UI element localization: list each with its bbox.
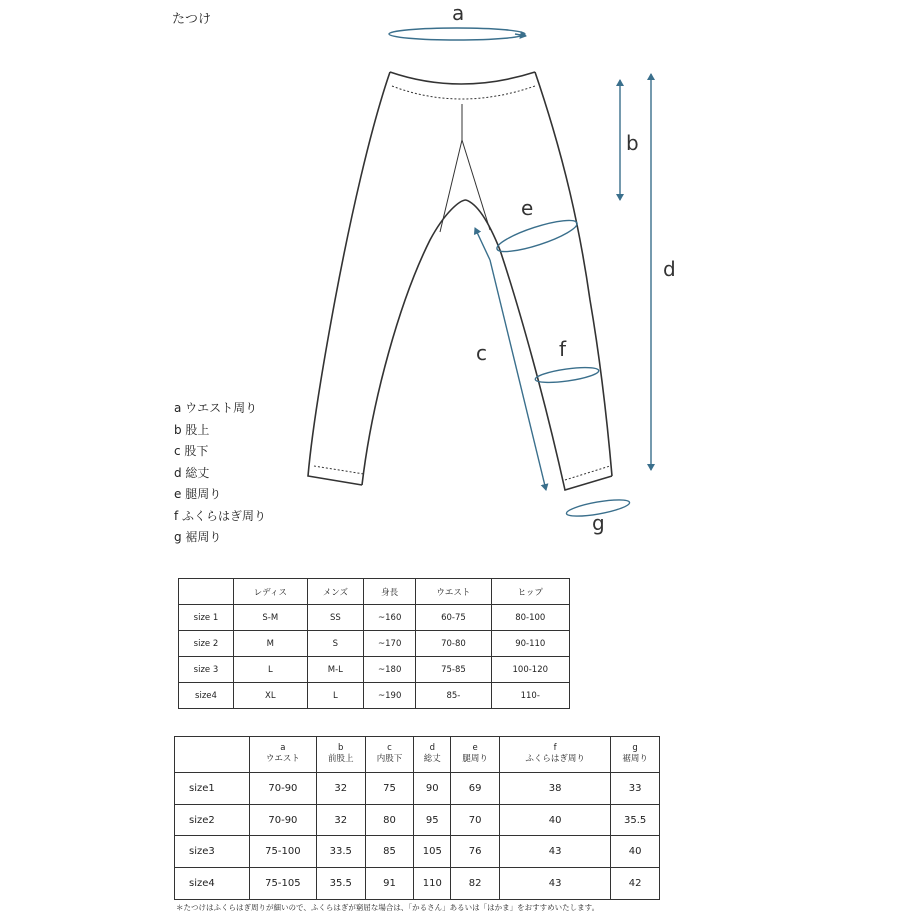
table-cell: ~180 <box>364 657 416 683</box>
table-cell: size 1 <box>179 605 234 631</box>
table-cell: 35.5 <box>316 868 365 900</box>
table-cell: ~160 <box>364 605 416 631</box>
legend-item: g 裾周り <box>174 530 222 544</box>
table-cell: size1 <box>175 772 250 804</box>
table-header-cell: b 前股上 <box>316 737 365 773</box>
table-cell: 105 <box>414 836 451 868</box>
table-cell: 70-90 <box>249 804 316 836</box>
table-header-cell: ヒップ <box>491 579 569 605</box>
table-header-cell: 身長 <box>364 579 416 605</box>
label-b: b <box>626 131 639 155</box>
label-g: g <box>592 511 605 535</box>
table-cell: 70 <box>451 804 500 836</box>
table-cell: 43 <box>499 836 610 868</box>
measurement-legend <box>174 398 266 549</box>
table-cell: 43 <box>499 868 610 900</box>
table-cell: 85 <box>365 836 414 868</box>
table-header-cell <box>175 737 250 773</box>
legend-item: b 股上 <box>174 422 210 437</box>
table-cell: 85- <box>416 683 491 709</box>
table-cell: 95 <box>414 804 451 836</box>
table-cell: 90-110 <box>491 631 569 657</box>
table-row <box>179 657 570 683</box>
pants-outline <box>308 72 612 490</box>
label-d: d <box>663 257 676 281</box>
table-cell: 33.5 <box>316 836 365 868</box>
legend-item: d 総丈 <box>174 465 210 480</box>
table-row <box>175 836 660 868</box>
table-cell: size4 <box>175 868 250 900</box>
legend-item: c 股下 <box>174 444 209 458</box>
table-cell: ~190 <box>364 683 416 709</box>
table-cell: M <box>233 631 307 657</box>
table-header-row <box>175 737 660 773</box>
table-cell: 70-80 <box>416 631 491 657</box>
table-cell: L <box>307 683 363 709</box>
table-cell: size3 <box>175 836 250 868</box>
table-cell: 69 <box>451 772 500 804</box>
label-f: f <box>559 337 567 361</box>
label-c: c <box>476 341 487 365</box>
table-cell: 35.5 <box>611 804 660 836</box>
table-header-cell <box>179 579 234 605</box>
legend-item: f ふくらはぎ周り <box>174 508 267 523</box>
table-cell: 90 <box>414 772 451 804</box>
table-cell: 75-100 <box>249 836 316 868</box>
table-cell: 33 <box>611 772 660 804</box>
size-table <box>178 578 570 709</box>
table-cell: S <box>307 631 363 657</box>
table-header-cell: e 腿周り <box>451 737 500 773</box>
table-header-cell: c 内股下 <box>365 737 414 773</box>
table-cell: size2 <box>175 804 250 836</box>
table-header-cell: a ウエスト <box>249 737 316 773</box>
table-cell: size4 <box>179 683 234 709</box>
table-header-cell: ウエスト <box>416 579 491 605</box>
table-cell: ~170 <box>364 631 416 657</box>
table-row <box>179 605 570 631</box>
footnote: ＊たつけはふくらはぎ周りが細いので、ふくらはぎが窮屈な場合は、「かるさん」あるいは「はかま」をおすすめいたします。 <box>176 903 600 912</box>
table-cell: 60-75 <box>416 605 491 631</box>
table-cell: 75 <box>365 772 414 804</box>
table-cell: 80-100 <box>491 605 569 631</box>
measurement-table <box>174 736 660 900</box>
measurement-arrows <box>389 28 651 519</box>
legend-item: a ウエスト周り <box>174 401 258 415</box>
table-cell: 110 <box>414 868 451 900</box>
table-cell: SS <box>307 605 363 631</box>
table-cell: 70-90 <box>249 772 316 804</box>
table-header-cell: レディス <box>233 579 307 605</box>
table-header-cell: f ふくらはぎ周り <box>499 737 610 773</box>
table-cell: 42 <box>611 868 660 900</box>
page-title: たつけ <box>172 12 212 27</box>
label-a: a <box>452 1 465 25</box>
table-header-cell: g 裾周り <box>611 737 660 773</box>
table-row <box>175 868 660 900</box>
table-header-row <box>179 579 570 605</box>
table-cell: 91 <box>365 868 414 900</box>
label-e: e <box>521 196 534 220</box>
table-cell: 80 <box>365 804 414 836</box>
table-header-cell: メンズ <box>307 579 363 605</box>
table-cell: 75-85 <box>416 657 491 683</box>
table-cell: 32 <box>316 772 365 804</box>
table-cell: 38 <box>499 772 610 804</box>
table-cell: XL <box>233 683 307 709</box>
table-cell: 110- <box>491 683 569 709</box>
table-cell: M-L <box>307 657 363 683</box>
table-header-cell: d 総丈 <box>414 737 451 773</box>
table-cell: 76 <box>451 836 500 868</box>
table-cell: 75-105 <box>249 868 316 900</box>
table-cell: 100-120 <box>491 657 569 683</box>
table-cell: 32 <box>316 804 365 836</box>
table-row <box>175 772 660 804</box>
table-cell: 82 <box>451 868 500 900</box>
table-cell: 40 <box>611 836 660 868</box>
table-cell: L <box>233 657 307 683</box>
table-row <box>179 683 570 709</box>
table-cell: S-M <box>233 605 307 631</box>
table-cell: size 2 <box>179 631 234 657</box>
legend-item: e 腿周り <box>174 487 222 501</box>
table-cell: size 3 <box>179 657 234 683</box>
table-row <box>175 804 660 836</box>
table-cell: 40 <box>499 804 610 836</box>
table-row <box>179 631 570 657</box>
